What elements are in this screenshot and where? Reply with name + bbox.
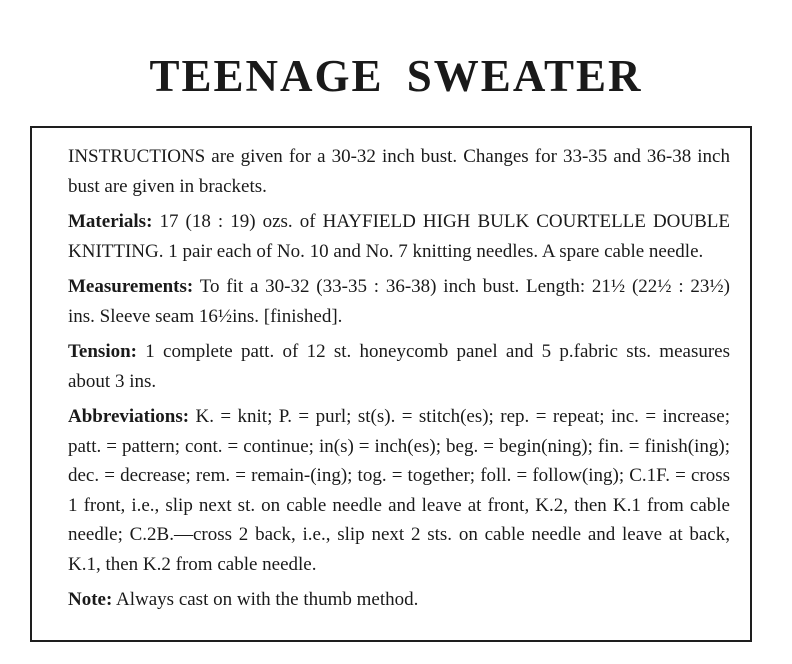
materials-text: 17 (18 : 19) ozs. of HAYFIELD HIGH BULK COURTELLE DOUBLE KNITTING. 1 pair each of No. 10 and No. 7 knitting needles. A spare cable needle. [68, 211, 730, 262]
tension-text: 1 complete patt. of 12 st. honeycomb panel and 5 p.fabric sts. measures about 3 ins. [68, 341, 730, 392]
intro-text: INSTRUCTIONS are given for a 30-32 inch bust. Changes for 33-35 and 36-38 inch bust are given in brackets. [68, 146, 730, 197]
tension-heading: Tension: [68, 341, 137, 362]
materials-paragraph [68, 207, 730, 266]
note-text: Always cast on with the thumb method. [112, 589, 419, 610]
instructions-box [30, 126, 752, 642]
measurements-text: To fit a 30-32 (33-35 : 36-38) inch bust. Length: 21½ (22½ : 23½) ins. Sleeve seam 16½ins. [finished]. [68, 276, 730, 327]
measurements-heading: Measurements: [68, 276, 194, 297]
tension-paragraph [68, 337, 730, 396]
measurements-paragraph [68, 272, 730, 331]
materials-heading: Materials: [68, 211, 153, 232]
intro-paragraph [68, 142, 730, 201]
note-heading: Note: [68, 589, 113, 610]
abbreviations-text: K. = knit; P. = purl; st(s). = stitch(es); rep. = repeat; inc. = increase; patt. = pattern; cont. = continue; in(s) = inch(es); beg. = begin(ning); fin. = finish(ing); dec. = decrease; rem. = remain-(ing); tog. = together; foll. = follow(ing); C.1F. = cross 1 front, i.e., slip next st. on cable needle and leave at front, K.2, then K.1 from cable needle; C.2B.—cross 2 back, i.e., slip next 2 sts. on cable needle and leave at back, K.1, then K.2 from cable needle. [68, 406, 730, 575]
abbreviations-heading: Abbreviations: [68, 406, 190, 427]
note-paragraph [68, 585, 730, 615]
abbreviations-paragraph [68, 402, 730, 579]
page-title: TEENAGE SWEATER [149, 51, 643, 101]
